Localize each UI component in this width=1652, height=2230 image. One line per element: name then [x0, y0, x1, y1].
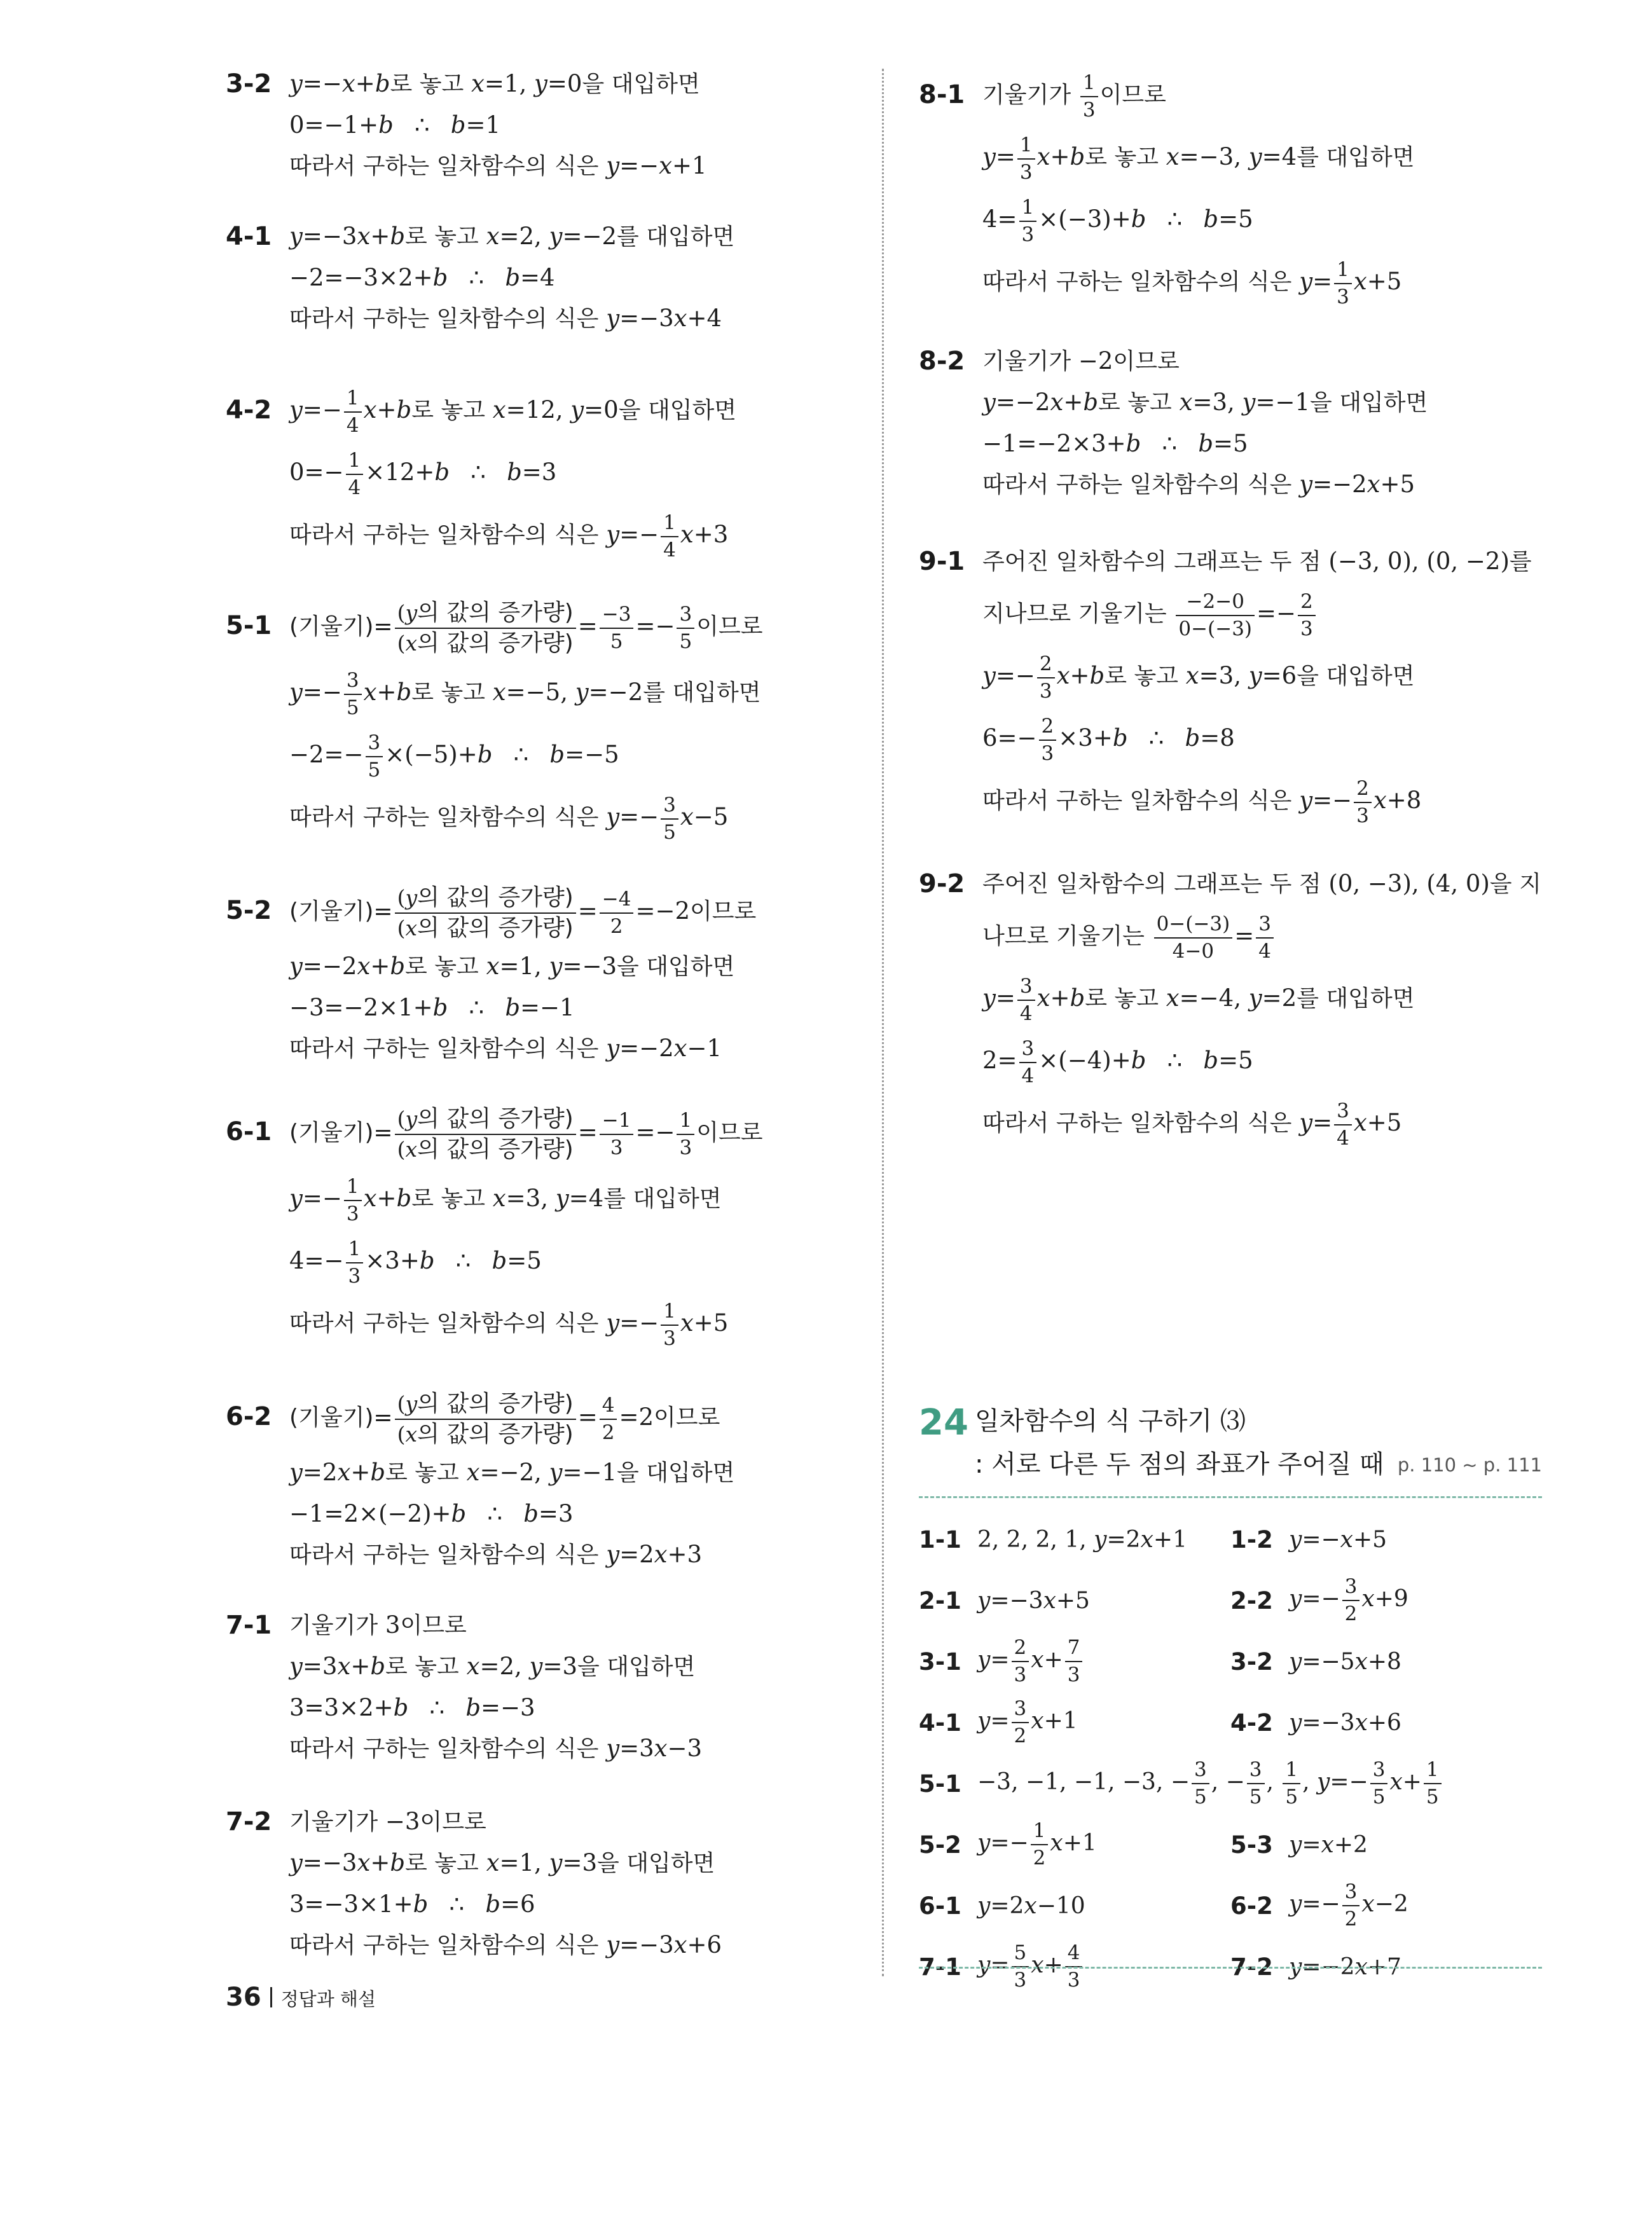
solution-line: (기울기)= $\frac{\text{(y의 값의 증가량)}}{\text{(x의 값의 증가량)}}$ = $\frac{-3}{5}$ =− $\frac{3}{5}$ 이므로 [289, 599, 763, 656]
section-divider-top [919, 1496, 1542, 1498]
solution-line: −3=−2×1+b ∴ b=−1 [289, 994, 575, 1021]
answer-1-2: 1-2 y=−x+5 [1230, 1525, 1387, 1553]
solution-line: 기울기가 $\frac{1}{3}$ 이므로 [982, 71, 1166, 121]
solution-line: 따라서 구하는 일차함수의 식은 y= $\frac{1}{3}$ x+5 [982, 258, 1402, 308]
solution-line: 따라서 구하는 일차함수의 식은 y=−2x−1 [289, 1035, 722, 1062]
section-number: 24 [919, 1402, 968, 1443]
answer-row [919, 1692, 1542, 1753]
answer-value: y=2x−10 [977, 1892, 1085, 1919]
answer-3-1: 3-1 y= $\frac{2}{3}$ x+ $\frac{7}{3}$ [919, 1631, 1084, 1692]
solution-line: y=−3x+b로 놓고 x=2, y=−2를 대입하면 [289, 223, 735, 250]
solution-line: 0=−1+b ∴ b=1 [289, 111, 501, 139]
problem-8-2 [919, 341, 1542, 506]
answer-3-2: 3-2 y=−5x+8 [1230, 1648, 1401, 1676]
solution-line: 주어진 일차함수의 그래프는 두 점 (0, −3), (4, 0)을 지 [982, 870, 1541, 897]
solution-line: 2= $\frac{3}{4}$ ×(−4)+b ∴ b=5 [982, 1036, 1253, 1087]
section-subtitle: : 서로 다른 두 점의 좌표가 주어질 때 [975, 1450, 1384, 1479]
problem-number: 3-2 [226, 69, 272, 99]
solution-line: 따라서 구하는 일차함수의 식은 y= $\frac{3}{4}$ x+5 [982, 1099, 1402, 1150]
problem-number: 4-2 [226, 396, 272, 425]
answer-5-3: 5-3 y=x+2 [1230, 1831, 1368, 1859]
footer-separator [270, 1987, 272, 2007]
solution-line: y=−2x+b로 놓고 x=3, y=−1을 대입하면 [982, 389, 1428, 416]
answer-2-2: 2-2 y=− $\frac{3}{2}$ x+9 [1230, 1575, 1408, 1625]
section-title: 일차함수의 식 구하기 ⑶ [975, 1407, 1246, 1436]
solution-line: 3=3×2+b ∴ b=−3 [289, 1694, 535, 1721]
answer-row [919, 1631, 1542, 1692]
problem-number: 9-1 [919, 547, 965, 576]
solution-line: y=−3x+b로 놓고 x=1, y=3을 대입하면 [289, 1849, 715, 1876]
answer-row [919, 1753, 1542, 1814]
answer-4-2: 4-2 y=−3x+6 [1230, 1709, 1401, 1737]
answer-value: y= $\frac{3}{2}$ x+1 [977, 1697, 1078, 1747]
problem-7-1 [226, 1605, 862, 1770]
solution-line: y= $\frac{3}{4}$ x+b로 놓고 x=−4, y=2를 대입하면 [982, 974, 1415, 1025]
problem-4-2 [226, 379, 862, 566]
section-page-range: p. 110 ~ p. 111 [1397, 1454, 1542, 1476]
answer-row [919, 1509, 1542, 1570]
solution-line: −1=−2×3+b ∴ b=5 [982, 430, 1248, 457]
answer-value: y= $\frac{2}{3}$ x+ $\frac{7}{3}$ [977, 1638, 1084, 1685]
page-footer [226, 1983, 376, 2012]
solution-line: 기울기가 3이므로 [289, 1611, 467, 1639]
answer-5-1: 5-1 −3, −1, −1, −3, − $\frac{3}{5}$ , − $\frac{3}{5}$ , $\frac{1}{5}$ , y=− $\frac{3}{5}$ x+ $\frac{1}{5}$ [919, 1753, 1443, 1814]
page-number: 36 [226, 1983, 261, 2012]
solution-line: 따라서 구하는 일차함수의 식은 y=2x+3 [289, 1541, 703, 1568]
problem-4-1 [226, 216, 862, 340]
solution-line: y=2x+b로 놓고 x=−2, y=−1을 대입하면 [289, 1459, 735, 1486]
problem-number: 6-2 [226, 1402, 272, 1431]
solution-line: 따라서 구하는 일차함수의 식은 y=−2x+5 [982, 471, 1415, 498]
solution-line: y=− $\frac{1}{3}$ x+b로 놓고 x=3, y=4를 대입하면 [289, 1174, 722, 1225]
answer-grid [919, 1509, 1542, 1997]
answer-value: y=−5x+8 [1289, 1648, 1401, 1675]
problem-9-2 [919, 864, 1542, 1154]
solution-line: y=− $\frac{3}{5}$ x+b로 놓고 x=−5, y=−2를 대입하면 [289, 668, 761, 719]
solution-line: 4= $\frac{1}{3}$ ×(−3)+b ∴ b=5 [982, 195, 1253, 246]
answer-7-2: 7-2 y=−2x+7 [1230, 1953, 1401, 1981]
right-column [919, 64, 1542, 1154]
section-divider-bottom [919, 1967, 1542, 1969]
problem-9-1 [919, 541, 1542, 832]
problem-6-1 [226, 1098, 862, 1354]
solution-line: 6=− $\frac{2}{3}$ ×3+b ∴ b=8 [982, 714, 1235, 765]
problem-number: 4-1 [226, 222, 272, 251]
solution-line: 주어진 일차함수의 그래프는 두 점 (−3, 0), (0, −2)를 [982, 547, 1532, 575]
solution-line: 기울기가 −3이므로 [289, 1808, 486, 1835]
solution-line: 기울기가 −2이므로 [982, 347, 1180, 375]
solution-line: 따라서 구하는 일차함수의 식은 y=−x+1 [289, 152, 707, 179]
answer-6-2: 6-2 y=− $\frac{3}{2}$ x−2 [1230, 1880, 1408, 1931]
problem-number: 8-1 [919, 80, 965, 109]
problem-number: 7-2 [226, 1807, 272, 1836]
problem-number: 7-1 [226, 1611, 272, 1640]
solution-line: 지나므로 기울기는 $\frac{-2-0}{0-(-3)}$ =− $\frac{2}{3}$ [982, 582, 1542, 645]
left-column [226, 64, 862, 1966]
problem-number: 6-1 [226, 1117, 272, 1146]
footer-title: 정답과 해설 [280, 1988, 376, 2010]
solution-line: 따라서 구하는 일차함수의 식은 y=− $\frac{3}{5}$ x−5 [289, 793, 729, 844]
solution-line: (기울기)= $\frac{\text{(y의 값의 증가량)}}{\text{(x의 값의 증가량)}}$ = $\frac{4}{2}$ =2이므로 [289, 1390, 720, 1447]
answer-value: 2, 2, 2, 1, y=2x+1 [977, 1526, 1187, 1553]
solution-line: −2=−3×2+b ∴ b=4 [289, 264, 555, 291]
solution-line: (기울기)= $\frac{\text{(y의 값의 증가량)}}{\text{(x의 값의 증가량)}}$ = $\frac{-1}{3}$ =− $\frac{1}{3}$ 이므로 [289, 1105, 763, 1162]
problem-number: 5-1 [226, 611, 272, 640]
solution-line: y=−2x+b로 놓고 x=1, y=−3을 대입하면 [289, 953, 735, 980]
problem-3-2 [226, 64, 862, 187]
solution-line: 따라서 구하는 일차함수의 식은 y=−3x+6 [289, 1931, 722, 1958]
answer-5-2: 5-2 y=− $\frac{1}{2}$ x+1 [919, 1819, 1097, 1869]
answer-value: y=−3x+5 [977, 1587, 1090, 1614]
answer-4-1: 4-1 y= $\frac{3}{2}$ x+1 [919, 1697, 1078, 1747]
answer-value: y= $\frac{5}{3}$ x+ $\frac{4}{3}$ [977, 1943, 1084, 1990]
answer-value: y=−3x+6 [1289, 1709, 1401, 1736]
column-divider [882, 69, 884, 1976]
solution-line: 따라서 구하는 일차함수의 식은 y=− $\frac{2}{3}$ x+8 [982, 776, 1422, 827]
answer-value: y=− $\frac{3}{2}$ x−2 [1289, 1880, 1408, 1931]
problem-5-1 [226, 591, 862, 848]
solution-line: y=3x+b로 놓고 x=2, y=3을 대입하면 [289, 1653, 696, 1680]
problem-7-2 [226, 1801, 862, 1966]
answer-value: −3, −1, −1, −3, − $\frac{3}{5}$ , − $\frac{3}{5}$ , $\frac{1}{5}$ , y=− $\frac{3}{5}$ x+ $\frac{1}{5}$ [977, 1760, 1443, 1807]
problem-8-1 [919, 64, 1542, 313]
answer-2-1: 2-1 y=−3x+5 [919, 1586, 1090, 1614]
solution-line: y=−x+b로 놓고 x=1, y=0을 대입하면 [289, 70, 700, 97]
solution-line: 4=− $\frac{1}{3}$ ×3+b ∴ b=5 [289, 1237, 542, 1288]
solution-line: −2=− $\frac{3}{5}$ ×(−5)+b ∴ b=−5 [289, 731, 619, 781]
solution-line: y= $\frac{1}{3}$ x+b로 놓고 x=−3, y=4를 대입하면 [982, 133, 1415, 184]
problem-6-2 [226, 1382, 862, 1576]
answer-value: y=− $\frac{1}{2}$ x+1 [977, 1819, 1097, 1869]
answer-row [919, 1814, 1542, 1875]
problem-number: 9-2 [919, 869, 965, 898]
answer-7-1: 7-1 y= $\frac{5}{3}$ x+ $\frac{4}{3}$ [919, 1936, 1084, 1997]
solution-line: 따라서 구하는 일차함수의 식은 y=− $\frac{1}{3}$ x+5 [289, 1299, 729, 1350]
answer-value: y=−2x+7 [1289, 1953, 1401, 1980]
solution-line: 따라서 구하는 일차함수의 식은 y=−3x+4 [289, 305, 722, 332]
solution-line: y=− $\frac{1}{4}$ x+b로 놓고 x=12, y=0을 대입하면 [289, 386, 737, 437]
problem-number: 5-2 [226, 896, 272, 925]
answer-row [919, 1570, 1542, 1631]
solution-line: (기울기)= $\frac{\text{(y의 값의 증가량)}}{\text{(x의 값의 증가량)}}$ = $\frac{-4}{2}$ =−2이므로 [289, 884, 757, 941]
answer-value: y=− $\frac{3}{2}$ x+9 [1289, 1575, 1408, 1625]
solution-line: 따라서 구하는 일차함수의 식은 y=3x−3 [289, 1735, 703, 1762]
solution-line: 따라서 구하는 일차함수의 식은 y=− $\frac{1}{4}$ x+3 [289, 511, 729, 561]
answer-value: y=x+2 [1289, 1831, 1368, 1858]
answer-value: y=−x+5 [1289, 1526, 1387, 1553]
answer-1-1: 1-1 2, 2, 2, 1, y=2x+1 [919, 1525, 1187, 1553]
solution-line: 3=−3×1+b ∴ b=6 [289, 1890, 535, 1918]
solution-line: y=− $\frac{2}{3}$ x+b로 놓고 x=3, y=6을 대입하면 [982, 652, 1415, 703]
solution-line: 나므로 기울기는 $\frac{0-(-3)}{4-0}$ = $\frac{3}{4}$ [982, 905, 1542, 967]
solution-line: 0=− $\frac{1}{4}$ ×12+b ∴ b=3 [289, 448, 557, 499]
problem-number: 8-2 [919, 347, 965, 376]
problem-5-2 [226, 876, 862, 1070]
solution-line: −1=2×(−2)+b ∴ b=3 [289, 1500, 574, 1527]
answer-row [919, 1875, 1542, 1936]
answer-6-1: 6-1 y=2x−10 [919, 1892, 1085, 1920]
